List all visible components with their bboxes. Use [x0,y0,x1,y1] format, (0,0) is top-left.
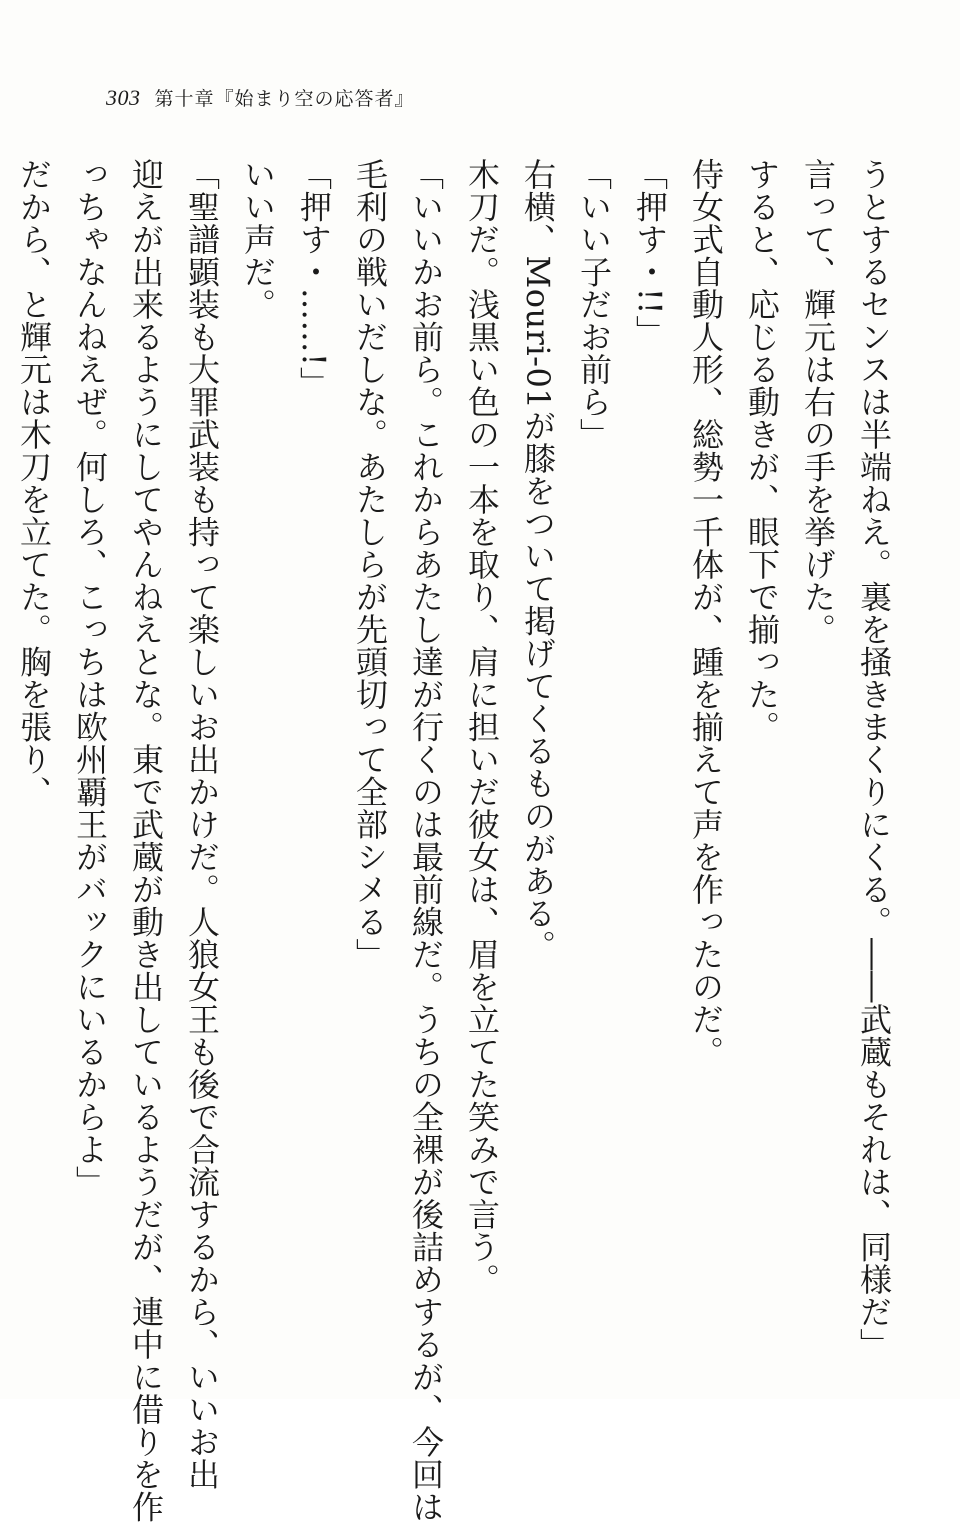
chapter-title: 第十章『始まり空の応答者』 [154,88,415,110]
text-line: 「押す・!!」 [631,158,669,348]
text-line: っちゃなんねえぜ。何しろ、こっちは欧州覇王がバックにいるからよ」 [71,158,109,1198]
text-line: 毛利の戦いだしな。あたしらが先頭切って全部シメる」 [351,158,389,971]
text-line: 木刀だ。浅黒い色の一本を取り、肩に担いだ彼女は、眉を立てた笑みで言う。 [463,158,501,1296]
text-line: 侍女式自動人形、総勢一千体が、踵を揃えて声を作ったのだ。 [687,158,725,1068]
text-line: 「いい子だお前ら」 [575,158,613,451]
text-line: 迎えが出来るようにしてやんねえとな。東で武蔵が動き出しているようだが、連中に借りを作 [127,158,165,1523]
page-number: 303 [106,85,141,110]
text-line: すると、応じる動きが、眼下で揃った。 [743,158,781,743]
text-line: うとするセンスは半端ねえ。裏を掻きまくりにくる。――武蔵もそれは、同様だ」 [855,158,893,1361]
text-line: 右横、Mouri-01が膝をついて掲げてくるものがある。 [519,158,557,962]
text-line: 「いいかお前ら。これからあたし達が行くのは最前線だ。うちの全裸が後詰めするが、今回は [407,158,445,1523]
page-header [106,84,415,114]
text-line: 言って、輝元は右の手を挙げた。 [799,158,837,646]
vertical-body-text [15,158,902,1523]
text-line: だから、と輝元は木刀を立てた。胸を張り、 [15,158,53,808]
text-line: 「押す・……!」 [295,158,333,399]
text-line [0,158,6,1348]
text-line: 「聖譜顕装も大罪武装も持って楽しいお出かけだ。人狼女王も後で合流するから、いいお出 [183,158,221,1491]
text-line: いい声だ。 [239,158,277,321]
